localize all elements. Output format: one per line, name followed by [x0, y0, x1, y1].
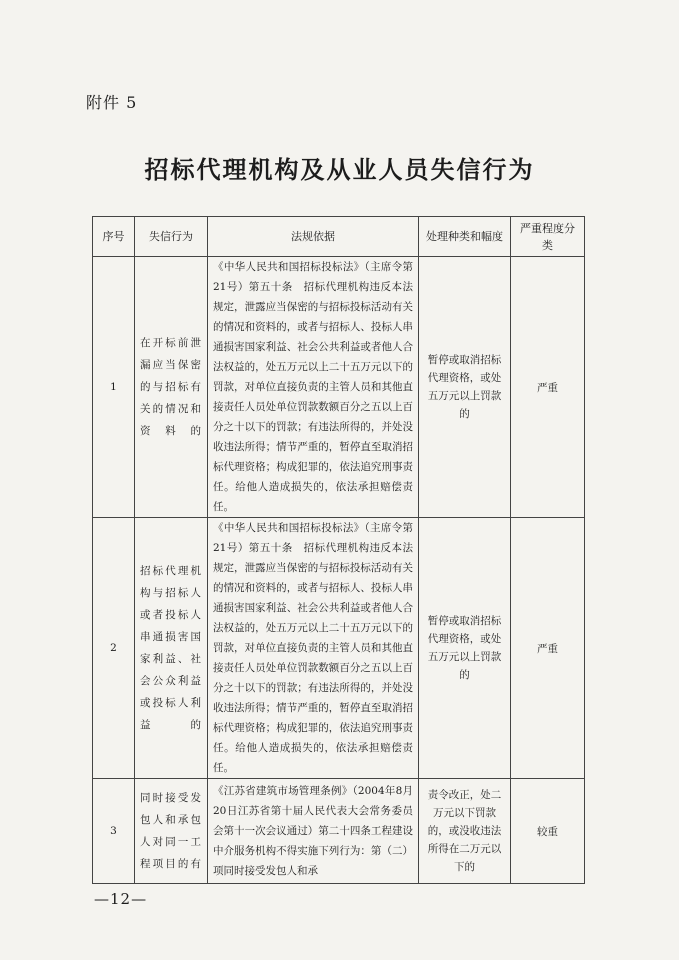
header-severity: 严重程度分类 — [511, 217, 585, 257]
header-penalty: 处理种类和幅度 — [419, 217, 511, 257]
row-no: 2 — [93, 518, 135, 779]
row-penalty: 暂停或取消招标代理资格，或处五万元以上罚款的 — [419, 257, 511, 518]
row-penalty: 暂停或取消招标代理资格，或处五万元以上罚款的 — [419, 518, 511, 779]
table-header-row — [93, 217, 585, 257]
row-law: 《中华人民共和国招标投标法》（主席令第21号）第五十条 招标代理机构违反本法规定，泄露应当保密的与招标投标活动有关的情况和资料的，或者与招标人、投标人串通损害国家利益、社会公共利益或者他人合法权益的，处五万元以上二十五万元以下的罚款，对单位直接负责的主管人员和其他直接责任人员处单位罚款数额百分之五以上百分之十以下的罚款；有违法所得的，并处没收违法所得；情节严重的，暂停直至取消招标代理资格；构成犯罪的，依法追究刑事责任。给他人造成损失的，依法承担赔偿责任。 — [208, 257, 419, 518]
row-no: 3 — [93, 779, 135, 884]
annex-label: 附件 5 — [86, 93, 138, 112]
document-title: 招标代理机构及从业人员失信行为 — [144, 155, 535, 184]
row-severity: 较重 — [511, 779, 585, 884]
row-severity: 严重 — [511, 518, 585, 779]
row-severity: 严重 — [511, 257, 585, 518]
row-act: 招标代理机构与招标人或者投标人串通损害国家利益、社会公众利益或投标人利益的 — [135, 518, 208, 779]
table-row — [93, 257, 585, 518]
row-law: 《江苏省建筑市场管理条例》（2004年8月20日江苏省第十届人民代表大会常务委员会第十一次会议通过）第二十四条工程建设中介服务机构不得实施下列行为：第（二）项同时接受发包人和承 — [208, 779, 419, 884]
page-number: —12— — [94, 890, 148, 908]
row-no: 1 — [93, 257, 135, 518]
header-law: 法规依据 — [208, 217, 419, 257]
row-act: 同时接受发包人和承包人对同一工程项目的有 — [135, 779, 208, 884]
table-row — [93, 518, 585, 779]
row-penalty: 责令改正，处二万元以下罚款的，或没收违法所得在二万元以下的 — [419, 779, 511, 884]
header-no: 序号 — [93, 217, 135, 257]
row-act: 在开标前泄漏应当保密的与招标有关的情况和资料的 — [135, 257, 208, 518]
violations-table — [92, 216, 585, 884]
header-act: 失信行为 — [135, 217, 208, 257]
row-law: 《中华人民共和国招标投标法》（主席令第21号）第五十条 招标代理机构违反本法规定，泄露应当保密的与招标投标活动有关的情况和资料的，或者与招标人、投标人串通损害国家利益、社会公共利益或者他人合法权益的，处五万元以上二十五万元以下的罚款，对单位直接负责的主管人员和其他直接责任人员处单位罚款数额百分之五以上百分之十以下的罚款；有违法所得的，并处没收违法所得；情节严重的，暂停直至取消招标代理资格；构成犯罪的，依法追究刑事责任。给他人造成损失的，依法承担赔偿责任。 — [208, 518, 419, 779]
table-row — [93, 779, 585, 884]
